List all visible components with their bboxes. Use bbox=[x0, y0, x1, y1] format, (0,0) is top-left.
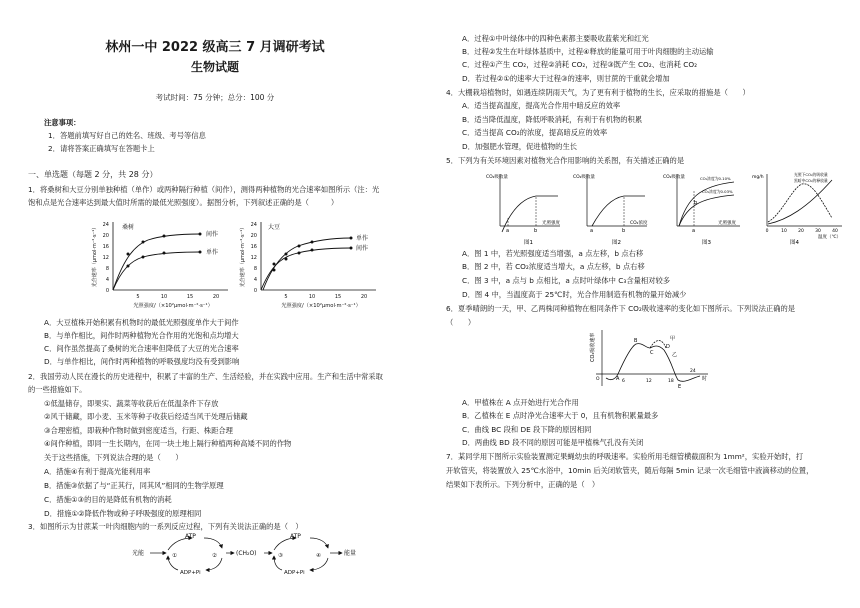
x-tick: 20 bbox=[798, 229, 804, 234]
y-tick: 0 bbox=[253, 288, 257, 294]
q4-option: C．适当提高 CO₂的浓度，提高暗反应的效率 bbox=[462, 128, 608, 137]
point-label: a bbox=[692, 228, 696, 234]
x-tick: 15 bbox=[186, 294, 194, 300]
q5-stem: 5．下列为有关环境因素对植物光合作用影响的关系图，有关描述正确的是 bbox=[446, 156, 685, 165]
q2-stem: 关于这些措施，下列说法合理的是（ ） bbox=[44, 453, 183, 462]
x-axis-label: CO₂浓度 bbox=[630, 221, 648, 226]
q3-stem: 3．如图所示为甘蔗某一叶肉细胞内的一系列反应过程，下列有关说法正确的是（ ） bbox=[28, 522, 303, 531]
point-label: b bbox=[694, 200, 698, 206]
q7-stem: 7．某同学用下图所示实验装置测定果蝇幼虫的呼吸速率。实验所用毛细管横截面积为 1mm²，实验开始时，打 bbox=[446, 452, 804, 461]
y-tick: 12 bbox=[102, 255, 109, 261]
y-tick: 24 bbox=[102, 222, 109, 228]
q3-option: B．过程②发生在叶绿体基质中，过程④释放的能量可用于叶肉细胞的主动运输 bbox=[462, 47, 714, 56]
q6-stem: 6．夏季晴朗的一天，甲、乙两株同种植物在相同条件下 CO₂吸收速率的变化如下图所示。下列说法正确的是 bbox=[446, 304, 796, 313]
point-label: D bbox=[666, 344, 670, 350]
y-tick: 8 bbox=[105, 266, 109, 272]
y-axis-label: CO₂吸收量 bbox=[663, 175, 685, 180]
notice-item: 1．答题前填写好自己的姓名、班级、考号等信息 bbox=[48, 131, 206, 140]
q2-option: B．措施③依据了与“正其行，同其风”相同的生物学原理 bbox=[44, 481, 224, 490]
curve-label: 单作 bbox=[356, 235, 369, 242]
diagram-label: ④ bbox=[316, 553, 321, 559]
x-tick: 5 bbox=[136, 294, 140, 300]
y-tick: 4 bbox=[105, 277, 109, 283]
y-axis-label: CO₂吸收速率 bbox=[590, 332, 596, 362]
q1-option: C．间作虽然提高了桑树的光合速率但降低了大豆的光合速率 bbox=[44, 344, 239, 353]
q5-option: D．图 4 中，当温度高于 25℃时，光合作用制造有机物的量开始减少 bbox=[462, 290, 687, 299]
y-tick: 0 bbox=[105, 288, 109, 294]
y-axis-label: mg/h bbox=[752, 175, 764, 180]
x-tick: 20 bbox=[212, 294, 220, 300]
curve-label: 黑暗中CO₂的释放量 bbox=[794, 178, 828, 183]
x-tick: 20 bbox=[360, 294, 368, 300]
point-label: a bbox=[590, 228, 594, 234]
point-label: b bbox=[534, 228, 538, 234]
x-tick: 15 bbox=[334, 294, 342, 300]
q5-figures bbox=[472, 168, 852, 248]
q5-fig4 bbox=[752, 172, 842, 246]
x-tick: 12 bbox=[646, 379, 652, 384]
x-tick: 10 bbox=[781, 229, 787, 234]
x-tick: 0 bbox=[765, 229, 769, 234]
q5-fig3 bbox=[663, 173, 740, 246]
q3-option: D．若过程②①的速率大于过程③的速率，则甘蔗的干重就会增加 bbox=[462, 74, 670, 83]
q3-diagram bbox=[130, 532, 370, 578]
x-axis-label: 光照强度/（×10²μmol·m⁻²·s⁻¹） bbox=[133, 303, 213, 309]
x-tick: 30 bbox=[815, 229, 821, 234]
y-axis-label: 光合速率（μmol·m⁻²·s⁻¹） bbox=[240, 224, 246, 288]
fig-caption: 图3 bbox=[702, 240, 711, 246]
fig-caption: 图1 bbox=[524, 240, 533, 246]
q2-measure: ③合理密植，即栽种作物时做到密度适当，行距、株距合理 bbox=[44, 426, 233, 435]
y-tick: 8 bbox=[253, 266, 257, 272]
section-heading: 一、单选题（每题 2 分，共 28 分） bbox=[28, 170, 158, 179]
q6-option: A．甲植株在 A 点开始进行光合作用 bbox=[462, 398, 579, 407]
origin-label: O bbox=[596, 377, 600, 382]
subject-title: 生物试题 bbox=[190, 60, 239, 74]
q3-option: C．过程①产生 CO₂，过程②消耗 CO₂，过程③既产生 CO₂、也消耗 CO₂ bbox=[462, 60, 697, 69]
curve-label: 间作 bbox=[206, 231, 219, 238]
point-label: E bbox=[678, 384, 682, 390]
series-label: 甲 bbox=[670, 336, 676, 342]
point-label: a bbox=[506, 228, 510, 234]
y-tick: 16 bbox=[250, 244, 257, 250]
q7-stem: 开软管夹，将装置放入 25℃水浴中，10min 后关闭软管夹，随后每隔 5min 记录一次毛细管中液滴移动的位置， bbox=[446, 466, 814, 475]
q5-option: C．图 3 中，a 点与 b 点相比，a 点时叶绿体中 C₃含量相对较多 bbox=[462, 276, 671, 285]
diagram-label: ADP+Pi bbox=[180, 570, 201, 576]
x-tick: 6 bbox=[622, 379, 625, 384]
x-tick: 40 bbox=[832, 229, 838, 234]
q2-stem: 的一些措施如下。 bbox=[28, 385, 87, 394]
y-tick: 12 bbox=[250, 255, 257, 261]
q5-fig1 bbox=[486, 173, 560, 246]
curve-label: CO₂浓度为0.10% bbox=[700, 176, 731, 181]
q6-option: B．乙植株在 E 点时净光合速率大于 0，且有机物积累量最多 bbox=[462, 411, 659, 420]
fig-caption: 图2 bbox=[612, 240, 621, 246]
x-tick: 18 bbox=[668, 379, 674, 384]
x-tick: 10 bbox=[308, 294, 316, 300]
q4-option: D．加强肥水管理，促进植物的生长 bbox=[462, 142, 578, 151]
q2-measure: ②风干储藏，即小麦、玉米等种子收获后经适当风干处理后储藏 bbox=[44, 412, 248, 421]
q5-fig2 bbox=[573, 173, 648, 246]
diagram-label: ATP bbox=[185, 533, 196, 540]
q2-stem: 2．我国劳动人民在漫长的历史进程中，积累了丰富的生产、生活经验，并在实践中应用。生产和生活中常采取 bbox=[28, 372, 383, 381]
x-axis-label: 温度（℃） bbox=[818, 235, 842, 240]
q1-chart-mulberry bbox=[88, 216, 238, 312]
x-axis-label: 光照强度/（×10²μmol·m⁻²·s⁻¹） bbox=[281, 303, 361, 309]
fig-caption: 图4 bbox=[790, 240, 799, 246]
curve-label: 间作 bbox=[356, 245, 369, 252]
notice-item: 2．请将答案正确填写在答题卡上 bbox=[48, 144, 155, 153]
q1-chart-soybean bbox=[236, 216, 386, 312]
q6-option: C．曲线 BC 段和 DE 段下降的原因相同 bbox=[462, 425, 592, 434]
q2-measure: ④间作种植，即同一生长期内，在同一块土地上隔行种植两种高矮不同的作物 bbox=[44, 439, 292, 448]
diagram-label: 光能 bbox=[132, 550, 145, 557]
q6-chart bbox=[582, 326, 712, 394]
diagram-label: ③ bbox=[278, 553, 283, 559]
q4-option: B．适当降低温度，降低呼吸消耗，有利于有机物的积累 bbox=[462, 115, 643, 124]
diagram-label: (CH₂O) bbox=[236, 550, 257, 557]
y-tick: 16 bbox=[102, 244, 109, 250]
q6-option: D．两曲线 BD 段不同的原因可能是甲植株气孔没有关闭 bbox=[462, 438, 644, 447]
x-tick: 10 bbox=[160, 294, 168, 300]
exam-info: 考试时间：75 分钟；总分：100 分 bbox=[155, 93, 275, 102]
x-tick: 24 bbox=[690, 369, 696, 374]
q5-option: A．图 1 中，若光照强度适当增强，a 点左移，b 点右移 bbox=[462, 249, 644, 258]
q1-stem: 饱和点是光合速率达到最大值时所需的最低光照强度）。据图分析，下列叙述正确的是（ ） bbox=[28, 198, 339, 207]
exam-title: 林州一中 2022 级高三 7 月调研考试 bbox=[105, 40, 325, 55]
y-axis-label: CO₂吸收量 bbox=[573, 175, 595, 180]
y-axis-label: CO₂吸收量 bbox=[486, 175, 508, 180]
x-axis-label: 时 bbox=[702, 376, 708, 382]
q6-stem: （ ） bbox=[446, 318, 476, 327]
y-tick: 4 bbox=[253, 277, 257, 283]
curve-label: 光照下CO₂的吸收量 bbox=[794, 172, 828, 177]
x-axis-label: 光照强度 bbox=[718, 221, 736, 226]
curve-label: CO₂浓度为0.03% bbox=[702, 189, 733, 194]
q5-option: B．图 2 中，若 CO₂浓度适当增大，a 点左移，b 点右移 bbox=[462, 262, 645, 271]
diagram-label: ATP bbox=[290, 533, 301, 540]
point-label: B bbox=[634, 338, 638, 344]
point-label: C bbox=[650, 350, 654, 356]
notice-heading: 注意事项： bbox=[44, 118, 81, 127]
diagram-label: 能量 bbox=[344, 550, 357, 557]
diagram-label: ② bbox=[212, 553, 217, 559]
q2-option: C．措施①③的目的是降低有机物的消耗 bbox=[44, 495, 172, 504]
y-tick: 20 bbox=[102, 233, 109, 239]
q4-option: A．适当提高温度，提高光合作用中暗反应的效率 bbox=[462, 101, 621, 110]
diagram-label: ADP+Pi bbox=[284, 570, 305, 576]
y-tick: 24 bbox=[250, 222, 257, 228]
q2-option: A．措施④有利于提高光能利用率 bbox=[44, 467, 151, 476]
q1-stem: 1．将桑树和大豆分别单独种植（单作）或两种隔行种植（间作），测得两种植物的光合速率如图所示（注：光 bbox=[28, 185, 380, 194]
diagram-label: ① bbox=[172, 553, 177, 559]
curve-label: 单作 bbox=[206, 249, 219, 256]
chart-plant-label: 桑树 bbox=[122, 224, 135, 231]
series-label: 乙 bbox=[672, 352, 678, 358]
q2-option: D．措施①②降低作物或种子呼吸强度的原理相同 bbox=[44, 509, 202, 518]
y-axis-label: 光合速率（μmol·m⁻²·s⁻¹） bbox=[92, 224, 98, 288]
q3-option: A．过程①中叶绿体中的四种色素都主要吸收蓝紫光和红光 bbox=[462, 34, 649, 43]
q4-stem: 4．大棚栽培植物时，如遇连续阴雨天气，为了更有利于植物的生长，应采取的措施是（ ） bbox=[446, 88, 750, 97]
q1-option: A．大豆植株开始积累有机物时的最低光照强度单作大于间作 bbox=[44, 318, 239, 327]
q2-measure: ①低温储存，即果实、蔬菜等收获后在低温条件下存放 bbox=[44, 399, 219, 408]
x-tick: 5 bbox=[284, 294, 288, 300]
q1-option: D．与单作相比，间作时两种植物的呼吸强度均没有受到影响 bbox=[44, 357, 240, 366]
point-label: b bbox=[622, 228, 626, 234]
point-label: A bbox=[616, 376, 620, 382]
q7-stem: 结果如下表所示。下列分析中，正确的是（ ） bbox=[446, 480, 600, 489]
chart-plant-label: 大豆 bbox=[268, 224, 281, 231]
y-tick: 20 bbox=[250, 233, 257, 239]
q1-option: B．与单作相比，间作时两种植物光合作用的光饱和点均增大 bbox=[44, 331, 239, 340]
x-axis-label: 光照强度 bbox=[542, 221, 560, 226]
